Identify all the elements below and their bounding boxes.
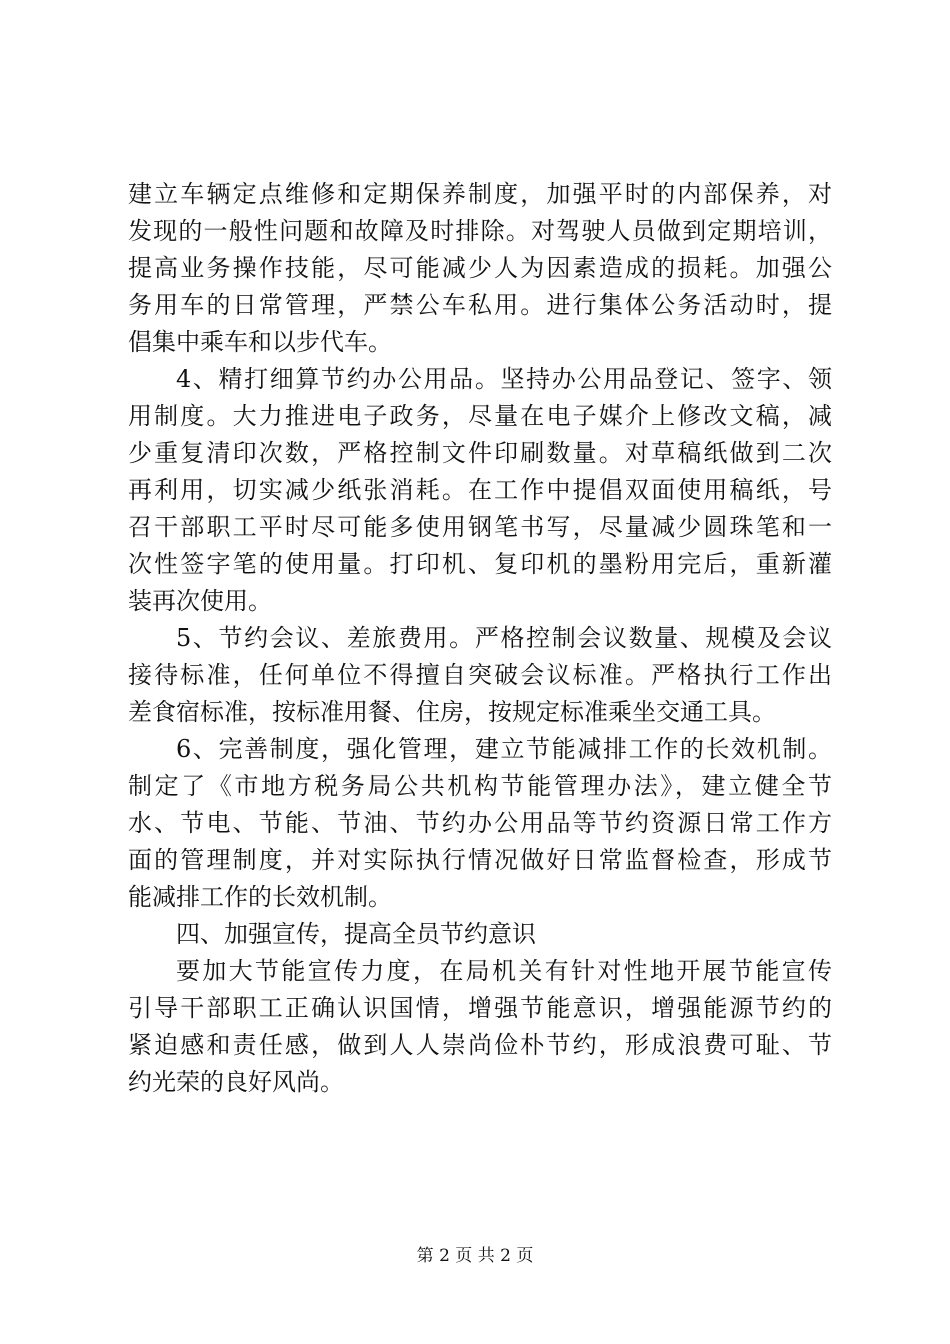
text-line: 倡集中乘车和以步代车。 [128, 328, 392, 356]
text-line: 建立车辆定点维修和定期保养制度，加强平时的内部保养，对 [128, 180, 832, 208]
text-line: 少重复清印次数，严格控制文件印刷数量。对草稿纸做到二次 [128, 439, 832, 467]
document-body [128, 176, 832, 1101]
text-line: 紧迫感和责任感，做到人人崇尚俭朴节约，形成浪费可耻、节 [128, 1031, 832, 1059]
text-line: 接待标准，任何单位不得擅自突破会议标准。严格执行工作出 [128, 661, 832, 689]
text-line: 4、精打细算节约办公用品。坚持办公用品登记、签字、领 [176, 365, 832, 393]
text-line: 面的管理制度，并对实际执行情况做好日常监督检查，形成节 [128, 846, 832, 874]
text-line: 要加大节能宣传力度，在局机关有针对性地开展节能宣传 [176, 957, 832, 985]
text-line: 召干部职工平时尽可能多使用钢笔书写，尽量减少圆珠笔和一 [128, 513, 832, 541]
text-line: 引导干部职工正确认识国情，增强节能意识，增强能源节约的 [128, 994, 832, 1022]
text-line: 能减排工作的长效机制。 [128, 883, 392, 911]
text-line: 约光荣的良好风尚。 [128, 1068, 344, 1096]
text-line: 次性签字笔的使用量。打印机、复印机的墨粉用完后，重新灌 [128, 550, 832, 578]
text-line: 四、加强宣传，提高全员节约意识 [176, 920, 536, 948]
text-line: 再利用，切实减少纸张消耗。在工作中提倡双面使用稿纸，号 [128, 476, 832, 504]
text-line: 务用车的日常管理，严禁公车私用。进行集体公务活动时，提 [128, 291, 832, 319]
text-line: 水、节电、节能、节油、节约办公用品等节约资源日常工作方 [128, 809, 832, 837]
text-line: 提高业务操作技能，尽可能减少人为因素造成的损耗。加强公 [128, 254, 832, 282]
text-line: 用制度。大力推进电子政务，尽量在电子媒介上修改文稿，减 [128, 402, 832, 430]
text-line: 装再次使用。 [128, 587, 272, 615]
text-line: 发现的一般性问题和故障及时排除。对驾驶人员做到定期培训， [128, 217, 832, 245]
text-line: 5、节约会议、差旅费用。严格控制会议数量、规模及会议 [176, 624, 832, 652]
text-line: 制定了《市地方税务局公共机构节能管理办法》，建立健全节 [128, 772, 832, 800]
page-footer: 第 2 页 共 2 页 [416, 1246, 534, 1266]
text-line: 6、完善制度，强化管理，建立节能减排工作的长效机制。 [176, 735, 832, 763]
text-line: 差食宿标准，按标准用餐、住房，按规定标准乘坐交通工具。 [128, 698, 776, 726]
